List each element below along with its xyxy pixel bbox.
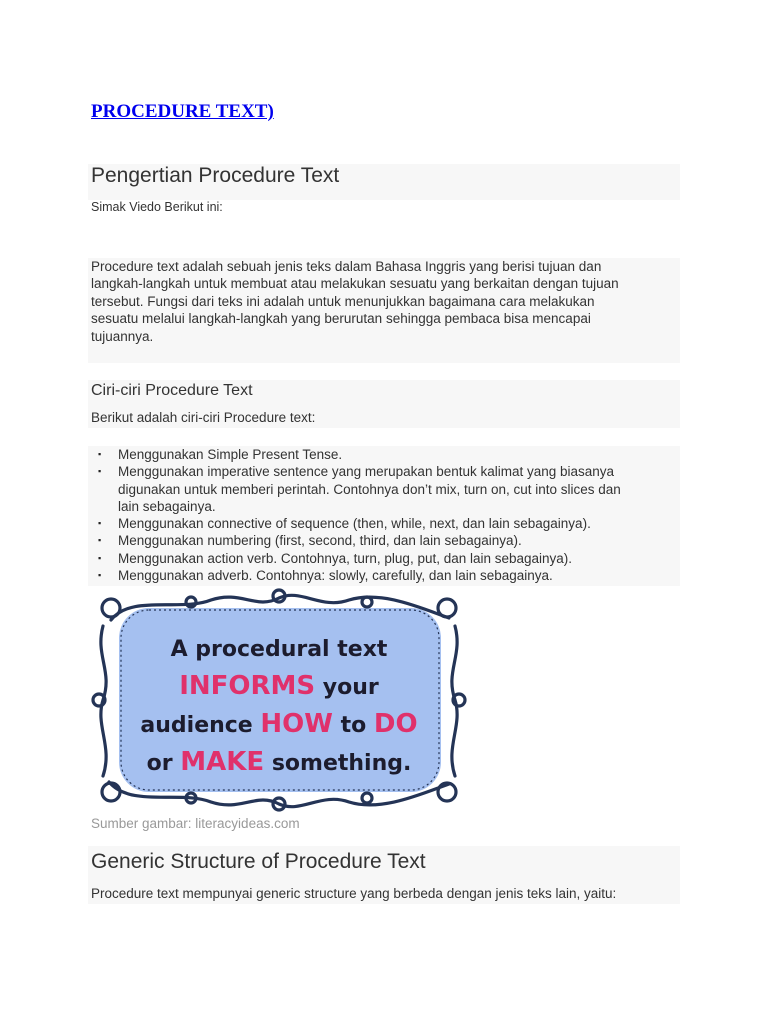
image-caption: Sumber gambar: literacyideas.com [91, 816, 300, 831]
paragraph-line: tersebut. Fungsi dari teks ini adalah untuk menunjukkan bagaimana cara melakukan [91, 293, 595, 309]
section-title-generic-structure: Generic Structure of Procedure Text [91, 850, 426, 873]
list-item-text: Menggunakan action verb. Contohnya, turn, plug, put, dan lain sebagainya). [118, 550, 573, 566]
list-item [91, 446, 671, 463]
list-item [91, 567, 671, 584]
paragraph-line: Procedure text adalah sebuah jenis teks dalam Bahasa Inggris yang berisi tujuan dan [91, 259, 602, 274]
list-item [91, 532, 671, 549]
bullet-icon: ▪ [98, 570, 102, 581]
svg-text:A procedural text: A procedural text [170, 637, 388, 662]
section-intro: Berikut adalah ciri-ciri Procedure text: [91, 410, 316, 425]
list-item-text: Menggunakan connective of sequence (then, while, next, dan lain sebagainya). [118, 516, 591, 532]
section-intro-generic: Procedure text mempunyai generic structure yang berbeda dengan jenis teks lain, yaitu: [91, 886, 617, 901]
list-item [91, 463, 671, 515]
poster-image [91, 586, 467, 814]
paragraph-line: sesuatu melalui langkah-langkah yang berurutan sehingga pembaca bisa mencapai [91, 311, 591, 327]
svg-text:audience HOW to DO: audience HOW to DO [140, 709, 418, 739]
bullet-icon: ▪ [98, 552, 102, 563]
features-list [91, 446, 671, 584]
procedure-text-link[interactable]: PROCEDURE TEXT) [91, 101, 274, 122]
section-subtitle: Simak Viedo Berikut ini: [91, 200, 223, 214]
paragraph-line: langkah-langkah untuk membuat atau melakukan sesuatu yang berkaitan dengan tujuan [91, 276, 619, 292]
paragraph-line: tujuannya. [91, 328, 154, 344]
svg-text:INFORMS your: INFORMS your [179, 671, 379, 701]
list-item-text: Menggunakan Simple Present Tense. [118, 447, 343, 462]
list-item-text: Menggunakan adverb. Contohnya: slowly, carefully, dan lain sebagainya. [118, 568, 553, 584]
list-item-text: Menggunakan numbering (first, second, third, dan lain sebagainya). [118, 533, 522, 549]
list-item-text: Menggunakan imperative sentence yang merupakan bentuk kalimat yang biasanya [118, 464, 615, 480]
list-item-text: digunakan untuk memberi perintah. Contohnya don’t mix, turn on, cut into slices dan [118, 481, 621, 497]
list-item-text: lain sebagainya. [118, 498, 216, 514]
section-title-pengertian: Pengertian Procedure Text [91, 164, 340, 187]
bullet-icon: ▪ [98, 535, 102, 546]
list-item [91, 550, 671, 567]
list-item [91, 515, 671, 532]
bullet-icon: ▪ [98, 518, 102, 529]
bullet-icon: ▪ [98, 466, 102, 477]
definition-paragraph [91, 258, 671, 345]
bullet-icon: ▪ [98, 449, 102, 459]
svg-text:or MAKE something.: or MAKE something. [146, 747, 412, 777]
section-title-ciri: Ciri-ciri Procedure Text [91, 382, 253, 399]
